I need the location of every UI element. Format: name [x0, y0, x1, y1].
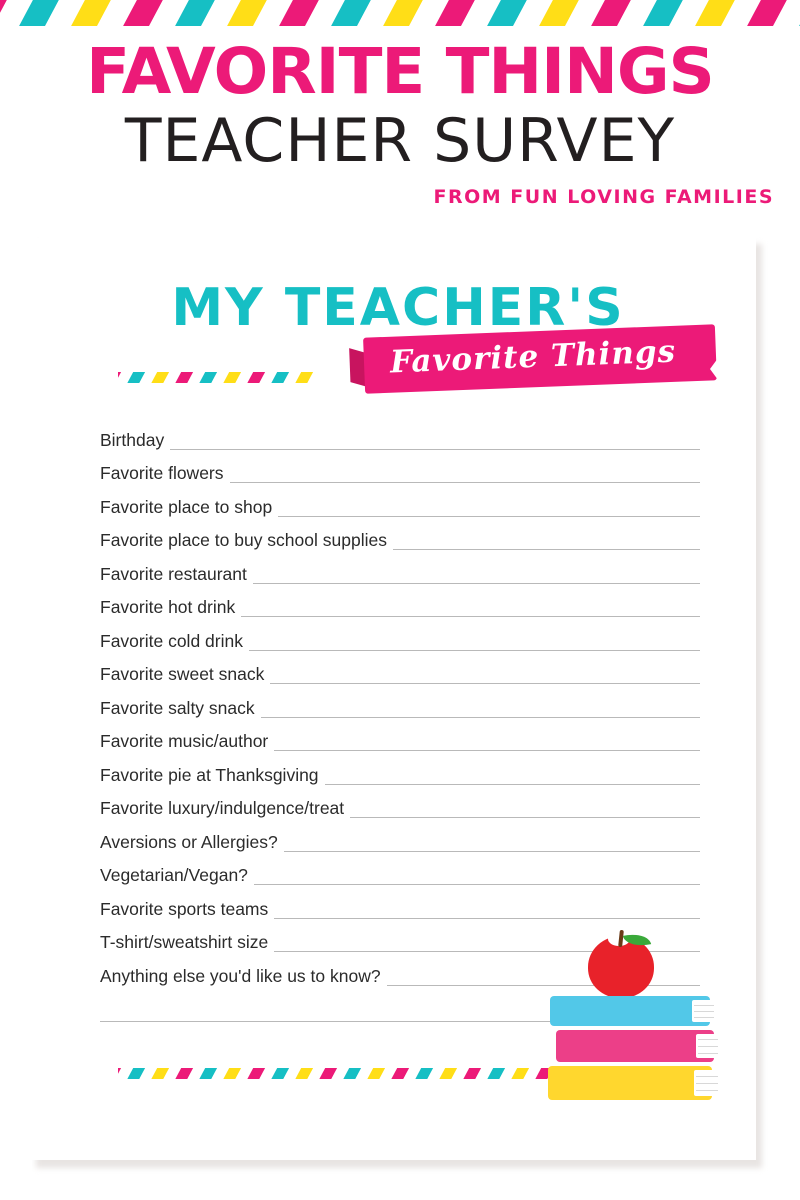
form-row: [100, 617, 700, 651]
form-row: [100, 517, 700, 551]
book-pink: [556, 1030, 714, 1062]
form-field-write-line[interactable]: [284, 836, 700, 852]
sheet-bottom-margin: [30, 1124, 756, 1160]
form-field-label: Favorite place to buy school supplies: [100, 530, 387, 550]
form-field-label: Favorite cold drink: [100, 630, 243, 651]
form-row: [100, 651, 700, 685]
form-field-label: Favorite luxury/indulgence/treat: [100, 798, 345, 818]
decorative-stripe-band-top: [0, 0, 800, 26]
form-field-label: Favorite place to shop: [100, 496, 273, 517]
form-field-write-line[interactable]: [230, 467, 700, 483]
book-yellow-pages: [694, 1070, 720, 1096]
form-field-label: Favorite hot drink: [100, 597, 236, 617]
form-row: [100, 785, 700, 819]
page-credit: FROM FUN LOVING FAMILIES: [433, 186, 774, 208]
form-field-write-line[interactable]: [325, 769, 700, 785]
form-row: [100, 751, 700, 785]
form-field-label: Vegetarian/Vegan?: [100, 865, 248, 885]
form-field-label: Favorite music/author: [100, 731, 269, 751]
form-field-write-line[interactable]: [274, 735, 700, 751]
ribbon-notch-right: [710, 339, 732, 399]
form-field-label: Favorite restaurant: [100, 563, 247, 584]
form-row: [100, 852, 700, 886]
form-field-write-line[interactable]: [393, 534, 700, 550]
form-row: [100, 416, 700, 450]
ribbon-label: Favorite Things: [389, 333, 677, 381]
form-field-label: T-shirt/sweatshirt size: [100, 932, 269, 952]
form-row: [100, 818, 700, 852]
form-field-write-line[interactable]: [254, 869, 700, 885]
poster-header: [0, 26, 800, 231]
form-field-write-line[interactable]: [274, 903, 700, 919]
decorative-stripe-rule-top: [118, 372, 318, 383]
form-field-write-line[interactable]: [249, 635, 700, 651]
form-field-label: Birthday: [100, 429, 165, 450]
sheet-heading-top: MY TEACHER'S: [171, 278, 625, 338]
form-row-blank: [100, 986, 566, 1022]
book-yellow: [548, 1066, 712, 1100]
form-field-label: Favorite pie at Thanksgiving: [100, 764, 319, 785]
books-and-apple-illustration: [542, 930, 722, 1130]
page-title-line1: FAVORITE THINGS: [86, 35, 714, 108]
form-field-write-line[interactable]: [253, 568, 700, 584]
decorative-stripe-rule-bottom: [118, 1068, 598, 1079]
form-field-write-line[interactable]: [100, 1006, 566, 1022]
form-row: [100, 550, 700, 584]
form-field-label: Favorite sports teams: [100, 898, 269, 919]
form-field-write-line[interactable]: [350, 802, 700, 818]
form-field-write-line[interactable]: [241, 601, 700, 617]
book-blue: [550, 996, 710, 1026]
ribbon-banner: [350, 323, 730, 401]
form-field-write-line[interactable]: [170, 434, 700, 450]
form-row: [100, 885, 700, 919]
form-field-write-line[interactable]: [261, 702, 700, 718]
form-row: [100, 584, 700, 618]
book-pink-pages: [696, 1034, 720, 1058]
form-row: [100, 684, 700, 718]
form-field-write-line[interactable]: [278, 501, 700, 517]
form-field-label: Favorite sweet snack: [100, 664, 265, 684]
form-field-label: Anything else you'd like us to know?: [100, 965, 381, 986]
left-page-margin: [0, 240, 32, 1200]
printable-sheet: [30, 238, 756, 1160]
form-row: [100, 718, 700, 752]
form-row: [100, 483, 700, 517]
page-title-line2: TEACHER SURVEY: [124, 106, 676, 176]
form-field-write-line[interactable]: [270, 668, 700, 684]
form-field-label: Favorite salty snack: [100, 697, 255, 718]
form-field-label: Favorite flowers: [100, 463, 224, 483]
book-blue-pages: [692, 1000, 716, 1022]
form-row: [100, 450, 700, 484]
form-field-label: Aversions or Allergies?: [100, 831, 278, 852]
